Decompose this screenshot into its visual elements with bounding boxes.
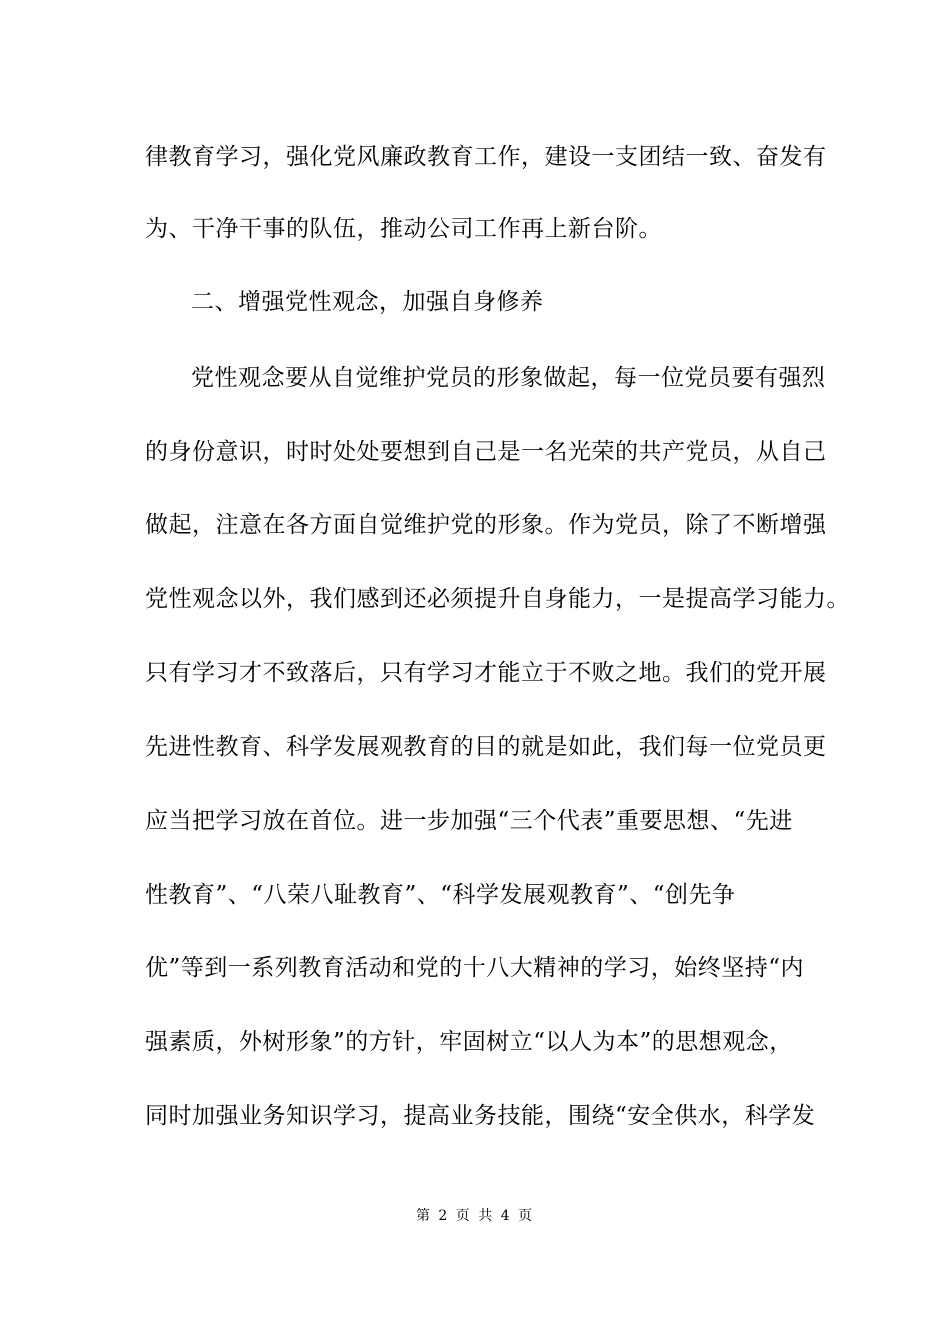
section-heading: 二、增强党性观念，加强自身修养 <box>191 289 544 315</box>
body-text-line: 只有学习才不致落后，只有学习才能立于不败之地。我们的党开展 <box>145 660 827 686</box>
body-text-line: 性教育”、“八荣八耻教育”、“科学发展观教育”、“创先争 <box>145 882 736 908</box>
body-text-line: 先进性教育、科学发展观教育的目的就是如此，我们每一位党员更 <box>145 734 827 760</box>
body-text-line: 做起，注意在各方面自觉维护党的形象。作为党员，除了不断增强 <box>145 512 827 538</box>
body-text-line: 优”等到一系列教育活动和党的十八大精神的学习，始终坚持“内 <box>145 955 805 981</box>
body-text-line: 党性观念以外，我们感到还必须提升自身能力，一是提高学习能力。 <box>145 586 850 612</box>
paragraph-first-line: 党性观念要从自觉维护党员的形象做起，每一位党员要有强烈 <box>191 365 826 391</box>
body-text-line: 律教育学习，强化党风廉政教育工作，建设一支团结一致、奋发有 <box>145 144 827 170</box>
body-text-line: 应当把学习放在首位。进一步加强“三个代表”重要思想、“先进 <box>145 808 793 834</box>
body-text-line: 强素质，外树形象”的方针，牢固树立“以人为本”的思想观念， <box>145 1029 793 1055</box>
page-number-footer: 第 2 页 共 4 页 <box>415 1208 535 1224</box>
body-text-line: 为、干净干事的队伍，推动公司工作再上新台阶。 <box>145 216 662 242</box>
body-text-line: 同时加强业务知识学习，提高业务技能，围绕“安全供水，科学发 <box>145 1103 816 1129</box>
body-text-line: 的身份意识，时时处处要想到自己是一名光荣的共产党员，从自己 <box>145 439 827 465</box>
